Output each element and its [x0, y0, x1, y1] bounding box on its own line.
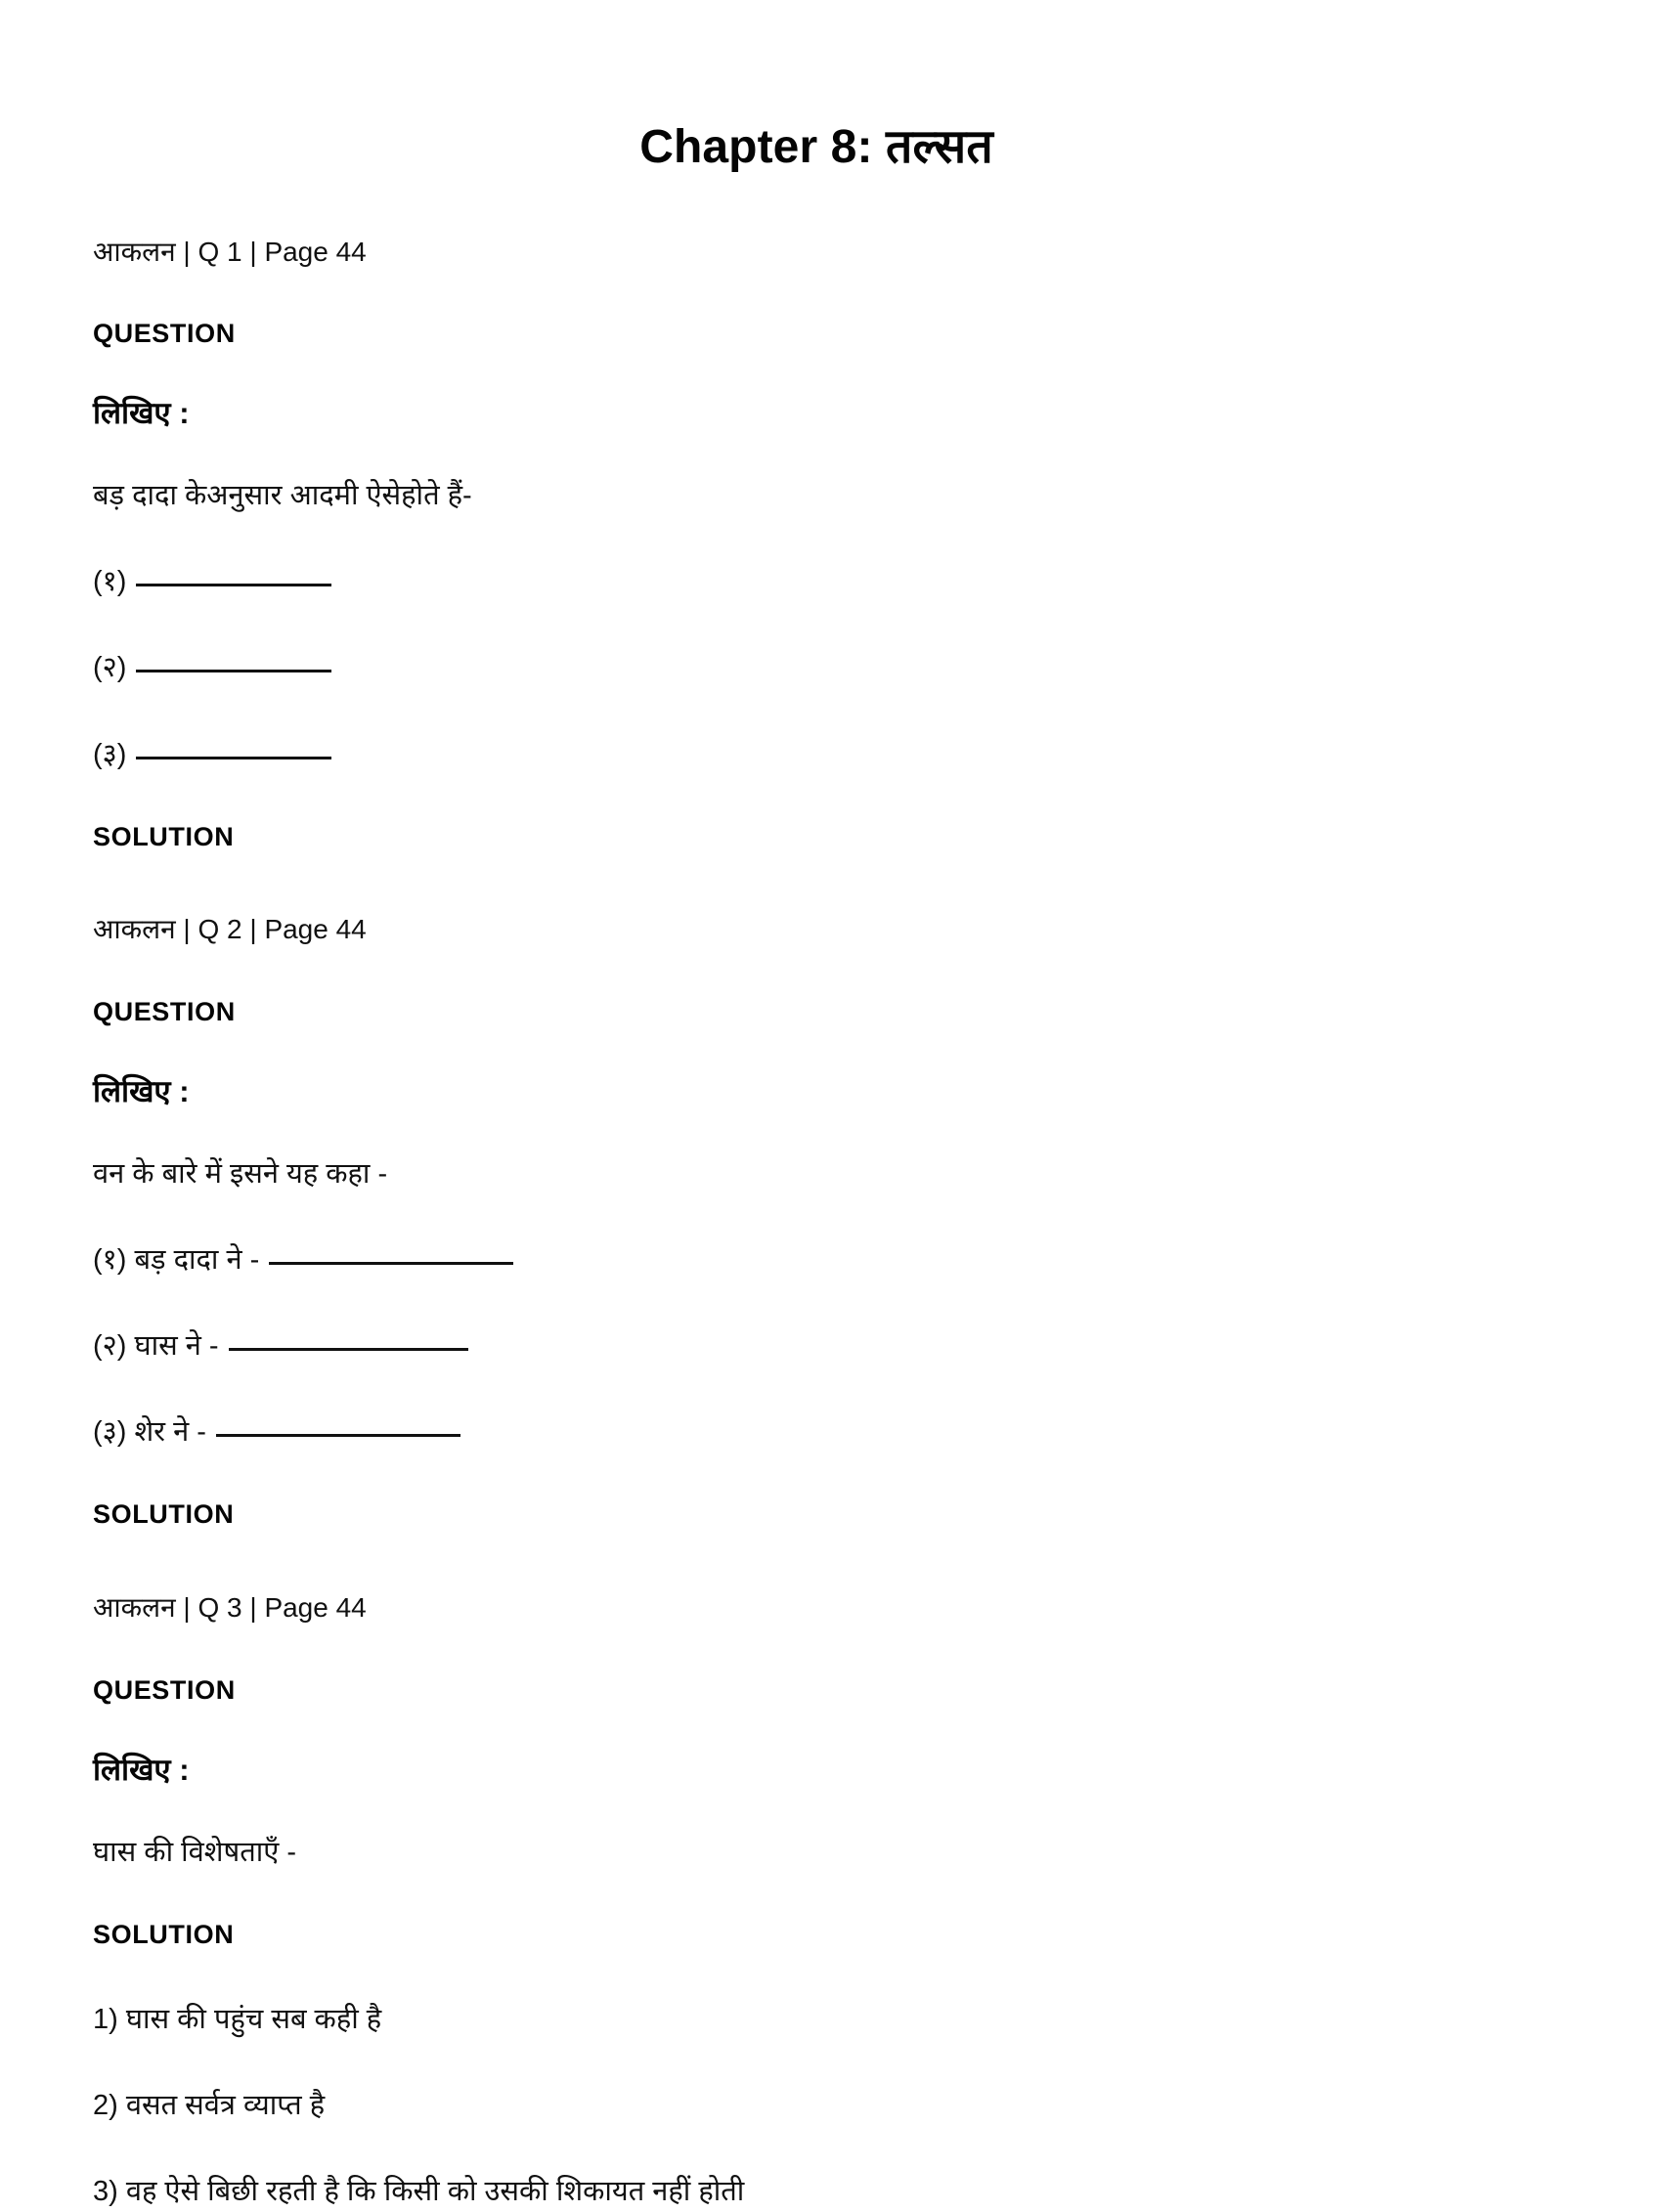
question-block	[93, 855, 1540, 1534]
blank-item-label: (२) घास ने -	[93, 1330, 219, 1363]
question-intro: घास की विशेषताएँ -	[93, 1836, 297, 1868]
question-block	[93, 1534, 1540, 2212]
blank-rule	[136, 670, 331, 672]
blank-item-label: (१) बड़ दादा ने -	[93, 1244, 260, 1277]
question-block	[93, 176, 1540, 856]
blank-rule	[229, 1348, 468, 1351]
question-meta: आकलन | Q 1 | Page 44	[93, 236, 367, 267]
blank-rule	[136, 757, 331, 759]
solution-label: SOLUTION	[93, 1499, 235, 1530]
blank-item	[93, 602, 1540, 688]
question-label: QUESTION	[93, 319, 236, 349]
page-title: Chapter 8: तल्सत	[639, 121, 993, 173]
question-label: QUESTION	[93, 996, 236, 1026]
question-intro: बड़ दादा केअनुसार आदमी ऐसेहोते हैं-	[93, 480, 472, 512]
blank-item-label: (२)	[93, 652, 127, 684]
question-meta: आकलन | Q 2 | Page 44	[93, 914, 367, 945]
question-prompt: लिखिए :	[93, 1073, 190, 1108]
question-prompt: लिखिए :	[93, 395, 190, 430]
blank-item-label: (३) शेर ने -	[93, 1416, 206, 1449]
blank-rule	[216, 1434, 460, 1437]
document-content	[93, 0, 1540, 2212]
blank-rule	[269, 1262, 513, 1265]
question-meta: आकलन | Q 3 | Page 44	[93, 1592, 367, 1624]
blank-item	[93, 1280, 1540, 1366]
solution-label: SOLUTION	[93, 821, 235, 851]
solution-item: 1) घास की पहुंच सब कही है	[93, 2003, 382, 2035]
blank-item	[93, 1366, 1540, 1453]
blank-item	[93, 689, 1540, 775]
question-prompt: लिखिए :	[93, 1752, 190, 1787]
solution-label: SOLUTION	[93, 1919, 235, 1949]
blank-item	[93, 516, 1540, 602]
blank-item-label: (३)	[93, 738, 127, 770]
blank-item	[93, 1194, 1540, 1280]
blank-rule	[136, 584, 331, 586]
solution-item: 2) वसत सर्वत्र व्याप्त है	[93, 2089, 326, 2121]
question-label: QUESTION	[93, 1674, 236, 1705]
question-intro: वन के बारे में इसने यह कहा -	[93, 1158, 388, 1191]
blank-item-label: (१)	[93, 566, 127, 598]
solution-item: 3) वह ऐसे बिछी रहती है कि किसी को उसकी शिकायत नहीं होती	[93, 2175, 745, 2207]
